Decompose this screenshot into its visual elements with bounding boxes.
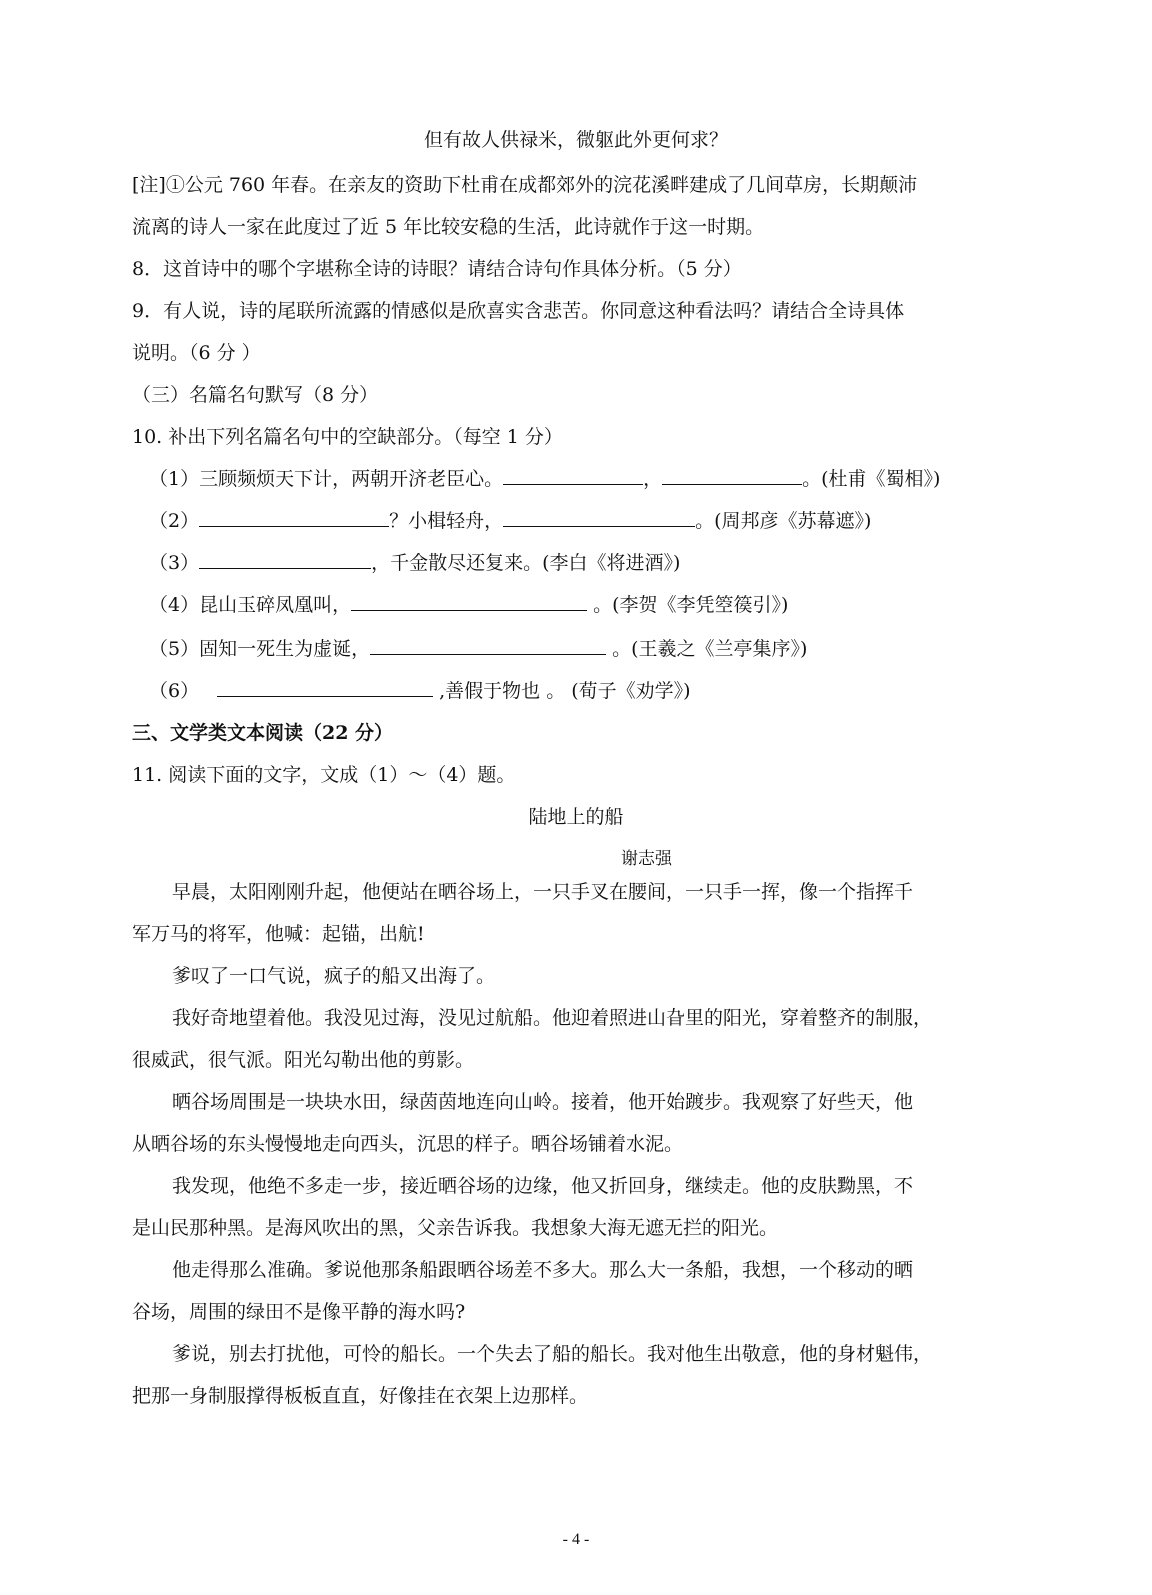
fill-item-number: （4） xyxy=(149,594,200,616)
answer-blank[interactable] xyxy=(199,550,371,569)
question-11: 11. 阅读下面的文字，文成（1）～（4）题。 xyxy=(132,764,516,786)
answer-blank[interactable] xyxy=(351,592,587,611)
fill-item-text: ？小楫轻舟， xyxy=(389,510,504,532)
answer-blank[interactable] xyxy=(662,466,802,485)
fill-item-text: 固知一死生为虚诞， xyxy=(199,638,371,660)
story-line: 晒谷场周围是一块块水田，绿茵茵地连向山岭。接着，他开始踱步。我观察了好些天，他 xyxy=(172,1091,914,1113)
section-famous-quotes: （三）名篇名句默写（8 分） xyxy=(132,384,379,406)
answer-blank[interactable] xyxy=(503,508,695,527)
note-line-1: [注]①公元 760 年春。在亲友的资助下杜甫在成都郊外的浣花溪畔建成了几间草房，长期颠沛 xyxy=(132,174,918,196)
section-3-heading: 三、文学类文本阅读（22 分） xyxy=(132,722,394,744)
fill-item-number: （3） xyxy=(149,552,200,574)
question-10: 10. 补出下列名篇名句中的空缺部分。（每空 1 分） xyxy=(132,426,563,448)
fill-item-text: 昆山玉碎凤凰叫， xyxy=(199,594,352,616)
fill-item-number: （5） xyxy=(149,638,200,660)
page-number: - 4 - xyxy=(562,1531,590,1548)
story-line: 把那一身制服撑得板板直直，好像挂在衣架上边那样。 xyxy=(132,1385,589,1407)
story-line: 我好奇地望着他。我没见过海，没见过航船。他迎着照进山旮里的阳光，穿着整齐的制服， xyxy=(172,1007,933,1029)
fill-item-number: （2） xyxy=(149,510,200,532)
fill-item-2 xyxy=(149,508,871,534)
fill-item-source: ，千金散尽还复来。(李白《将进酒》) xyxy=(371,552,681,574)
question-9-line-2: 说明。（6 分 ） xyxy=(132,342,261,364)
poem-last-line: 但有故人供禄米，微躯此外更何求？ xyxy=(423,129,728,151)
fill-item-3 xyxy=(149,550,680,576)
answer-blank[interactable] xyxy=(503,466,643,485)
story-line: 我发现，他绝不多走一步，接近晒谷场的边缘，他又折回身，继续走。他的皮肤黝黑，不 xyxy=(172,1175,914,1197)
story-line: 很威武，很气派。阳光勾勒出他的剪影。 xyxy=(132,1049,475,1071)
fill-item-text: 三顾频烦天下计，两朝开济老臣心。 xyxy=(199,468,504,490)
story-author: 谢志强 xyxy=(621,849,672,869)
fill-item-source: 。(周邦彦《苏幕遮》) xyxy=(695,510,872,532)
story-line: 早晨，太阳刚刚升起，他便站在晒谷场上，一只手叉在腰间，一只手一挥，像一个指挥千 xyxy=(172,881,914,903)
fill-item-source: ,善假于物也 。 (荀子《劝学》) xyxy=(433,680,691,702)
story-line: 他走得那么准确。爹说他那条船跟晒谷场差不多大。那么大一条船，我想，一个移动的晒 xyxy=(172,1259,914,1281)
fill-item-source: 。(王羲之《兰亭集序》) xyxy=(606,638,808,660)
story-title: 陆地上的船 xyxy=(528,806,624,828)
fill-item-source: 。(杜甫《蜀相》) xyxy=(802,468,941,490)
fill-item-5 xyxy=(149,636,807,662)
answer-blank[interactable] xyxy=(370,636,606,655)
question-9-line-1: 9．有人说，诗的尾联所流露的情感似是欣喜实含悲苦。你同意这种看法吗？请结合全诗具体 xyxy=(132,300,905,322)
fill-item-1 xyxy=(149,466,940,492)
story-line: 是山民那种黑。是海风吹出的黑，父亲告诉我。我想象大海无遮无拦的阳光。 xyxy=(132,1217,779,1239)
story-line: 爹叹了一口气说，疯子的船又出海了。 xyxy=(172,965,496,987)
fill-item-number: （1） xyxy=(149,468,200,490)
story-line: 军万马的将军，他喊：起锚，出航! xyxy=(132,923,425,945)
note-line-2: 流离的诗人一家在此度过了近 5 年比较安稳的生活，此诗就作于这一时期。 xyxy=(132,216,765,238)
answer-blank[interactable] xyxy=(199,508,389,527)
fill-item-6 xyxy=(149,678,691,704)
story-line: 从晒谷场的东头慢慢地走向西头，沉思的样子。晒谷场铺着水泥。 xyxy=(132,1133,684,1155)
answer-blank[interactable] xyxy=(217,678,433,697)
question-8: 8．这首诗中的哪个字堪称全诗的诗眼？请结合诗句作具体分析。（5 分） xyxy=(132,258,742,280)
fill-item-number: （6） xyxy=(149,680,200,702)
story-line: 谷场，周围的绿田不是像平静的海水吗? xyxy=(132,1301,466,1323)
story-line: 爹说，别去打扰他，可怜的船长。一个失去了船的船长。我对他生出敬意，他的身材魁伟， xyxy=(172,1343,933,1365)
fill-item-text: ， xyxy=(643,468,663,490)
fill-item-4 xyxy=(149,592,788,618)
fill-item-source: 。(李贺《李凭箜篌引》) xyxy=(587,594,789,616)
